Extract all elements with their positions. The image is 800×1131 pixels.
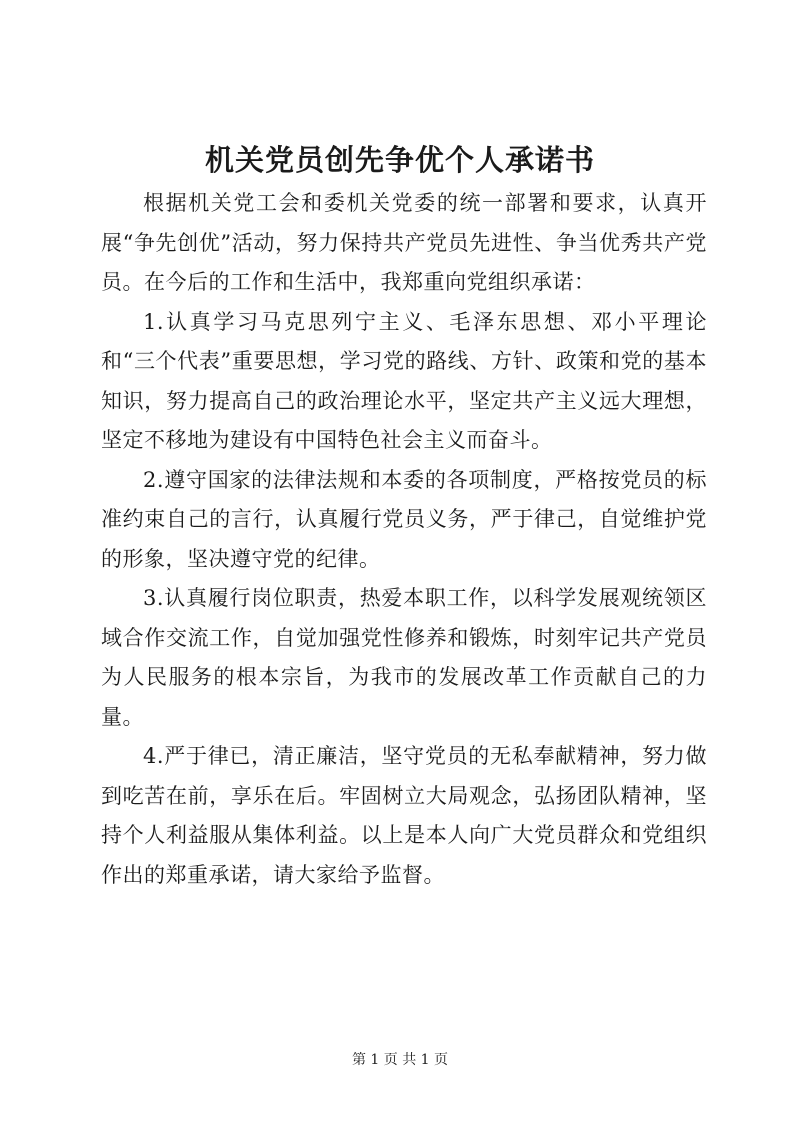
commitment-paragraph-2: 2.遵守国家的法律法规和本委的各项制度，严格按党员的标准约束自己的言行，认真履行党员义务，严于律己，自觉维护党的形象，坚决遵守党的纪律。 [101, 467, 707, 571]
document-title: 机关党员创先争优个人承诺书 [204, 143, 595, 177]
document-body [101, 184, 707, 895]
commitment-paragraph-3: 3.认真履行岗位职责，热爱本职工作，以科学发展观统领区域合作交流工作，自觉加强党性修养和锻炼，时刻牢记共产党员为人民服务的根本宗旨，为我市的发展改革工作贡献自己的力量。 [101, 586, 707, 729]
commitment-paragraph-1: 1.认真学习马克思列宁主义、毛泽东思想、邓小平理论和“三个代表”重要思想，学习党的路线、方针、政策和党的基本知识，努力提高自己的政治理论水平，坚定共产主义远大理想，坚定不移地为建设有中国特色社会主义而奋斗。 [101, 309, 707, 452]
intro-paragraph: 根据机关党工会和委机关党委的统一部署和要求，认真开展“争先创优”活动，努力保持共产党员先进性、争当优秀共产党员。在今后的工作和生活中，我郑重向党组织承诺： [101, 191, 707, 294]
page-number-footer: 第 1 页 共 1 页 [351, 1052, 449, 1068]
commitment-paragraph-4: 4.严于律已，清正廉洁，坚守党员的无私奉献精神，努力做到吃苦在前，享乐在后。牢固树立大局观念，弘扬团队精神，坚持个人利益服从集体利益。以上是本人向广大党员群众和党组织作出的郑重承诺，请大家给予监督。 [101, 744, 707, 887]
